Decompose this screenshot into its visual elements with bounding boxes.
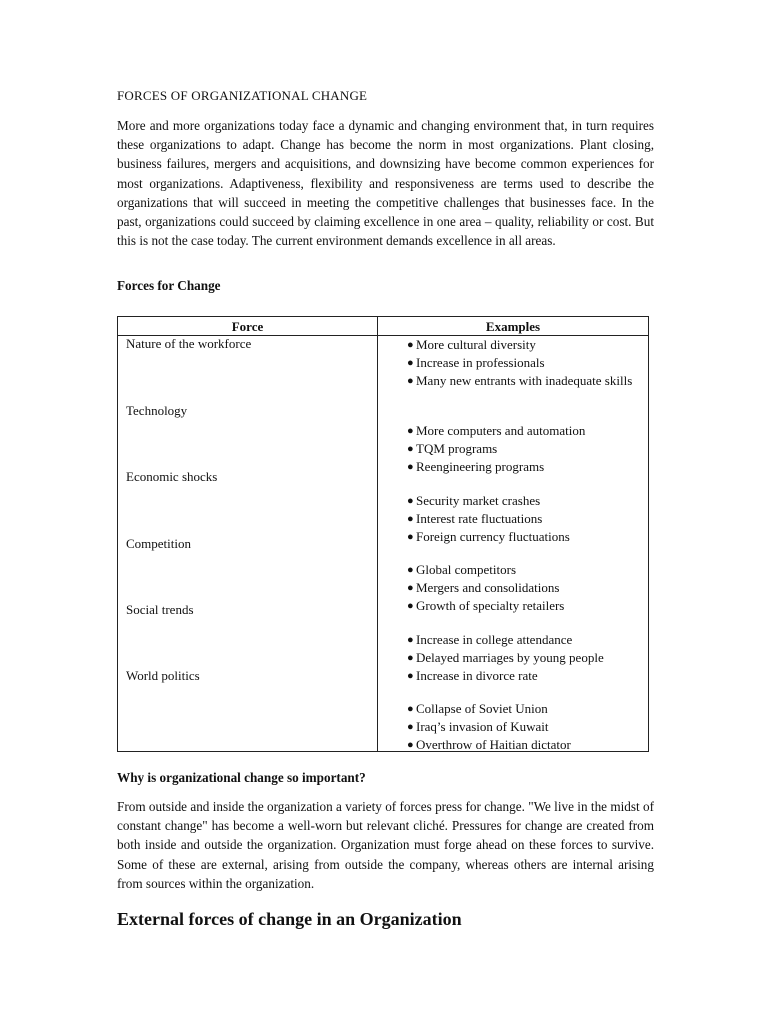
- bullet-icon: ●: [407, 375, 414, 387]
- bullet-icon: ●: [407, 339, 414, 351]
- table-force-cell: Nature of the workforce: [126, 336, 252, 351]
- why-paragraph: From outside and inside the organization a variety of forces press for change. "We live in the midst of constant change" has become a well-worn but relevant cliché. Pressures for change are created from both inside and outside the organization. Organization must forge ahead on these forces to survive. Some of these are external, arising from outside the company, whereas others are internal arising from sources within the organization.: [117, 799, 654, 891]
- table-example-item: More computers and automation: [416, 423, 586, 438]
- bullet-icon: ●: [407, 582, 414, 594]
- table-force-cell: Technology: [126, 403, 188, 418]
- bullet-icon: ●: [407, 564, 414, 576]
- bullet-icon: ●: [407, 495, 414, 507]
- external-forces-heading: External forces of change in an Organization: [117, 909, 462, 929]
- table-example-item: Increase in college attendance: [416, 632, 573, 647]
- table-force-cell: Economic shocks: [126, 469, 218, 484]
- bullet-icon: ●: [407, 634, 414, 646]
- forces-table: [117, 316, 649, 752]
- table-example-item: Overthrow of Haitian dictator: [416, 737, 571, 752]
- bullet-icon: ●: [407, 461, 414, 473]
- table-example-item: Increase in divorce rate: [416, 668, 538, 683]
- table-force-cell: World politics: [126, 668, 200, 683]
- table-example-item: Security market crashes: [416, 493, 541, 508]
- table-example-item: Growth of specialty retailers: [416, 598, 565, 613]
- table-example-item: Collapse of Soviet Union: [416, 701, 548, 716]
- intro-paragraph: More and more organizations today face a dynamic and changing environment that, in turn requires these organizations to adapt. Change has become the norm in most organizations. Plant closing, business failures, mergers and acquisitions, and downsizing have become common experiences for most organizations. Adaptiveness, flexibility and responsiveness are terms used to describe the organizations that will succeed in meeting the competitive challenges that businesses face. In the past, organizations could succeed by claiming excellence in one area – quality, reliability or cost. But this is not the case today. The current environment demands excellence in all areas.: [117, 118, 654, 249]
- table-example-item: Many new entrants with inadequate skills: [416, 373, 633, 388]
- bullet-icon: ●: [407, 600, 414, 612]
- table-example-item: Foreign currency fluctuations: [416, 529, 570, 544]
- page-title: FORCES OF ORGANIZATIONAL CHANGE: [117, 88, 368, 103]
- table-header-examples: Examples: [485, 319, 541, 334]
- bullet-icon: ●: [407, 425, 414, 437]
- table-force-cell: Competition: [126, 536, 191, 551]
- table-example-item: Interest rate fluctuations: [416, 511, 543, 526]
- table-example-item: Reengineering programs: [416, 459, 545, 474]
- table-example-item: TQM programs: [416, 441, 498, 456]
- bullet-icon: ●: [407, 531, 414, 543]
- bullet-icon: ●: [407, 443, 414, 455]
- table-example-item: Mergers and consolidations: [416, 580, 560, 595]
- table-example-item: Global competitors: [416, 562, 517, 577]
- why-heading: Why is organizational change so important?: [117, 770, 366, 785]
- bullet-icon: ●: [407, 652, 414, 664]
- table-header-force: Force: [231, 319, 264, 334]
- table-example-item: Increase in professionals: [416, 355, 545, 370]
- table-example-item: Delayed marriages by young people: [416, 650, 604, 665]
- table-force-cell: Social trends: [126, 602, 194, 617]
- table-example-item: Iraq’s invasion of Kuwait: [416, 719, 549, 734]
- forces-heading: Forces for Change: [117, 278, 221, 293]
- table-column-divider: [377, 317, 378, 751]
- bullet-icon: ●: [407, 739, 414, 751]
- bullet-icon: ●: [407, 703, 414, 715]
- bullet-icon: ●: [407, 721, 414, 733]
- bullet-icon: ●: [407, 513, 414, 525]
- bullet-icon: ●: [407, 357, 414, 369]
- table-example-item: More cultural diversity: [416, 337, 536, 352]
- bullet-icon: ●: [407, 670, 414, 682]
